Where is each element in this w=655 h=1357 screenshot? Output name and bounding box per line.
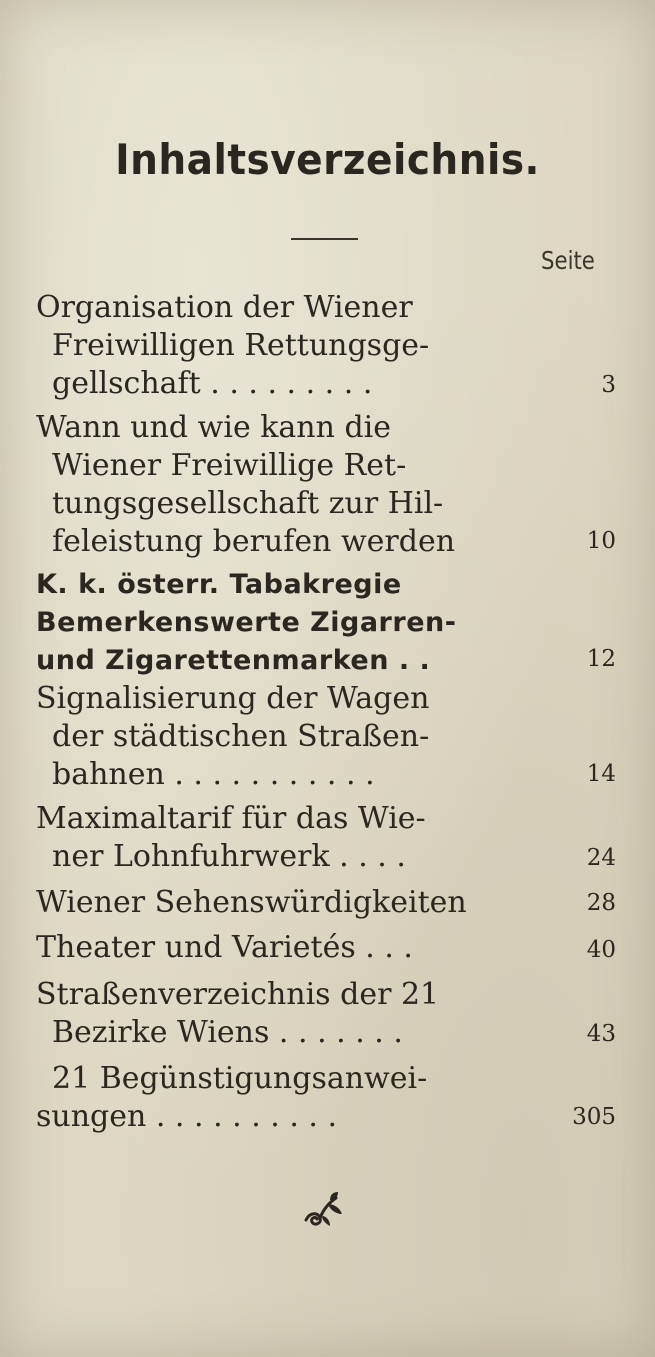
toc-entry-line: der städtischen Straßen-: [52, 719, 430, 754]
toc-entry-line: K. k. österr. Tabakregie: [36, 569, 402, 600]
toc-entry: [36, 800, 536, 876]
toc-entry: [36, 1060, 536, 1136]
toc-entry-line: bahnen . . . . . . . . . . .: [52, 757, 375, 792]
toc-entry: [36, 680, 536, 794]
toc-entry-line: Straßenverzeichnis der 21: [36, 977, 440, 1012]
fleuron-icon: [300, 1190, 346, 1240]
toc-entry: [36, 884, 536, 922]
toc-entry-line: Freiwilligen Rettungsge-: [52, 328, 430, 363]
toc-page-number: 3: [601, 372, 616, 398]
toc-entry-line: Wiener Freiwillige Ret-: [52, 448, 407, 483]
toc-entry-line: Wiener Sehenswürdigkeiten: [36, 885, 467, 920]
toc-page-number: 40: [586, 937, 616, 963]
toc-page-number: 43: [586, 1021, 616, 1047]
toc-entry-line: und Zigarettenmarken . .: [36, 645, 431, 676]
toc-entry-line: Theater und Varietés . . .: [36, 930, 413, 965]
toc-entry-line: sungen . . . . . . . . . .: [36, 1099, 338, 1134]
toc-entry: [36, 976, 536, 1052]
toc-entry-line: Wann und wie kann die: [36, 410, 392, 445]
toc-entry-line: ner Lohnfuhrwerk . . . .: [52, 839, 406, 874]
page-column-header: Seite: [541, 246, 595, 275]
toc-entry-line: Bemerkenswerte Zigarren-: [36, 607, 457, 638]
toc-entry: [36, 566, 536, 680]
toc-entry: [36, 929, 536, 967]
toc-entry-line: Bezirke Wiens . . . . . . .: [52, 1015, 403, 1050]
toc-entry: [36, 409, 536, 561]
toc-entry-line: feleistung berufen werden: [52, 524, 456, 559]
toc-entry: [36, 289, 536, 403]
toc-entry-line: Signalisierung der Wagen: [36, 681, 430, 716]
toc-page-number: 14: [586, 761, 616, 787]
toc-entry-line: Organisation der Wiener: [36, 290, 413, 325]
title-rule: [291, 238, 358, 240]
toc-page-number: 10: [586, 528, 616, 554]
toc-entry-line: tungsgesellschaft zur Hil-: [52, 486, 444, 521]
toc-entry-line: gellschaft . . . . . . . . .: [52, 366, 373, 401]
toc-entry-line: 21 Begünstigungsanwei-: [52, 1061, 428, 1096]
toc-page-number: 28: [586, 890, 616, 916]
page-title: Inhaltsverzeichnis.: [115, 135, 540, 184]
toc-entry-line: Maximaltarif für das Wie-: [36, 801, 426, 836]
toc-page-number: 24: [586, 845, 616, 871]
toc-page-number: 305: [572, 1104, 616, 1130]
toc-page-number: 12: [586, 646, 616, 672]
